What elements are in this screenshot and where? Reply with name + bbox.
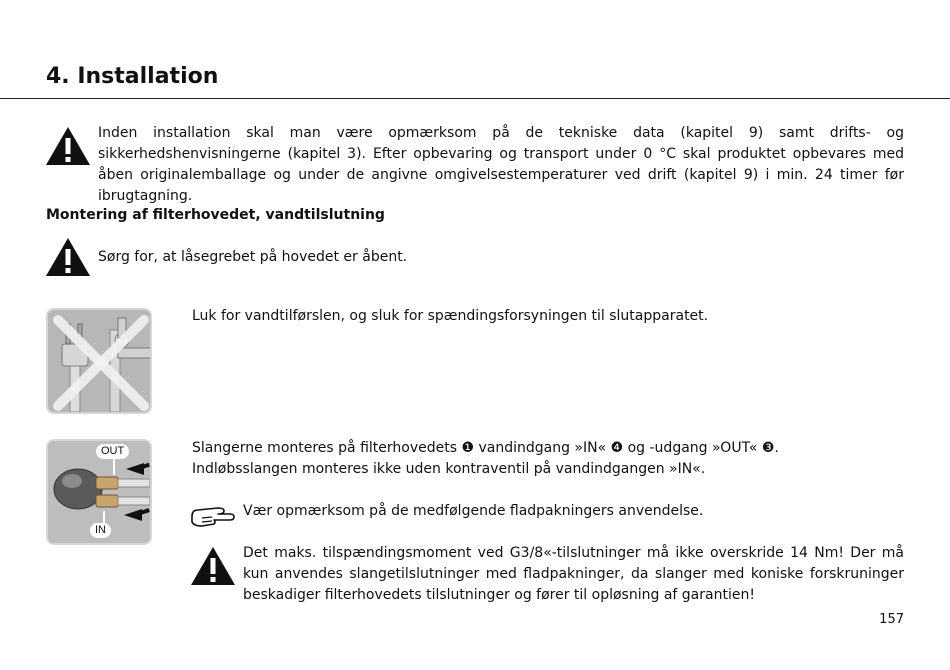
- section-title: Montering af filterhovedet, vandtilslutning: [46, 207, 385, 223]
- warning-icon: [45, 237, 91, 277]
- lock-instruction: Sørg for, at låsegrebet på hovedet er åbent.: [98, 249, 408, 265]
- step1-instruction: Luk for vandtilførslen, og sluk for spændingsforsyningen til slutapparatet.: [192, 308, 709, 324]
- step2-line2: Indløbsslangen monteres ikke uden kontraventil på vandindgangen »IN«.: [192, 461, 706, 477]
- title-divider: [0, 98, 950, 99]
- out-label: OUT: [96, 444, 129, 459]
- filter-head-connection-illustration: [46, 439, 152, 545]
- in-label: IN: [90, 523, 111, 538]
- warning-icon: [190, 546, 236, 586]
- torque-warning: Det maks. tilspændingsmoment ved G3/8«-tilslutninger må ikke overskride 14 Nm! Der må kun anvendes slangetilslutninger med fladpakninger, da slanger med koniske forskruninger beskadiger filterhovedets tilslutninger og fører til opløsning af garantien!: [243, 545, 904, 603]
- pointing-hand-icon: [190, 502, 236, 530]
- step2-line1: Slangerne monteres på filterhovedets ❶ vandindgang »IN« ❹ og -udgang »OUT« ❸.: [192, 440, 779, 456]
- water-power-off-illustration: [46, 308, 152, 414]
- page-title: 4. Installation: [46, 64, 219, 89]
- gasket-note: Vær opmærksom på de medfølgende fladpakningers anvendelse.: [243, 503, 704, 519]
- warning-icon: [45, 126, 91, 166]
- page-number: 157: [879, 612, 904, 627]
- intro-paragraph: Inden installation skal man være opmærksom på de tekniske data (kapitel 9) samt drifts- og sikkerhedshenvisningerne (kapitel 3). Efter opbevaring og transport under 0 °C skal produktet opbevares med åben originalemballage og under de angivne omgivelsestemperaturer ved drift (kapitel 9) i min. 24 timer før ibrugtagning.: [98, 125, 904, 204]
